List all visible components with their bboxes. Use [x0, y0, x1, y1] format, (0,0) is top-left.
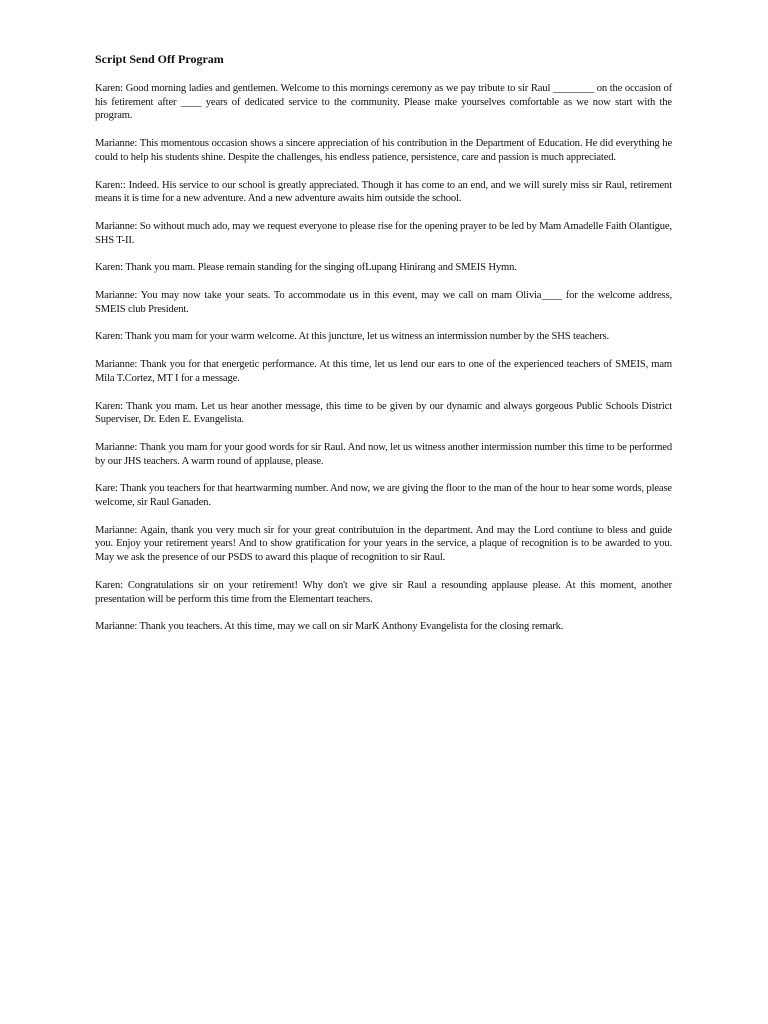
- script-paragraph-11: Kare: Thank you teachers for that heartwarming number. And now, we are giving the floor to the man of the hour to hear some words, please welcome, sir Raul Ganaden.: [95, 483, 672, 509]
- script-paragraph-4: Marianne: So without much ado, may we request everyone to please rise for the opening prayer to be led by Mam Amadelle Faith Olantigue, SHS T-II.: [95, 220, 672, 246]
- script-paragraph-5: Karen: Thank you mam. Please remain standing for the singing ofLupang Hinirang and SMEIS Hymn.: [95, 262, 517, 274]
- document-title: Script Send Off Program: [95, 52, 224, 66]
- script-paragraph-9: Karen: Thank you mam. Let us hear another message, this time to be given by our dynamic and always gorgeous Public Schools District Superviser, Dr. Eden E. Evangelista.: [95, 400, 672, 426]
- script-paragraph-13: Karen: Congratulations sir on your retirement! Why don't we give sir Raul a resounding applause please. At this moment, another presentation will be perform this time from the Elementart teachers.: [95, 579, 672, 605]
- script-paragraph-8: Marianne: Thank you for that energetic performance. At this time, let us lend our ears to one of the experienced teachers of SMEIS, mam Mila T.Cortez, MT I for a message.: [95, 359, 672, 384]
- script-paragraph-14: Marianne: Thank you teachers. At this time, may we call on sir MarK Anthony Evangelista for the closing remark.: [95, 621, 564, 633]
- script-paragraph-2: Marianne: This momentous occasion shows a sincere appreciation of his contribution in the Department of Education. He did everything he could to help his students shine. Despite the challenges, his endless patience, persistence, care and passion is much appreciated.: [95, 138, 672, 163]
- script-paragraph-12: Marianne: Again, thank you very much sir for your great contributuion in the department. And may the Lord contiune to bless and guide you. Enjoy your retirement years! And to show gratification for your years in the service, a plaque of recognition is to be awarded to you. May we ask the presence of our PSDS to award this plaque of recognition to sir Raul.: [95, 524, 672, 564]
- script-paragraph-1: Karen: Good morning ladies and gentlemen. Welcome to this mornings ceremony as we pay tribute to sir Raul ________ on the occasion of his fetirement after ____ years of dedicated service to the community. Please make yourselves comfortable as we now start with the program.: [95, 83, 672, 122]
- script-paragraph-7: Karen: Thank you mam for your warm welcome. At this juncture, let us witness an intermission number by the SHS teachers.: [95, 331, 610, 343]
- script-paragraph-6: Marianne: You may now take your seats. To accommodate us in this event, may we call on mam Olivia____ for the welcome address, SMEIS club President.: [95, 290, 672, 315]
- script-paragraph-3: Karen:: Indeed. His service to our school is greatly appreciated. Though it has come to an end, and we will surely miss sir Raul, retirement means it is time for a new adventure. And a new adventure awaits him outside the school.: [95, 179, 672, 205]
- script-paragraph-10: Marianne: Thank you mam for your good words for sir Raul. And now, let us witness another intermission number this time to be performed by our JHS teachers. A warm round of applause, please.: [95, 441, 672, 467]
- document-page: [95, 52, 672, 648]
